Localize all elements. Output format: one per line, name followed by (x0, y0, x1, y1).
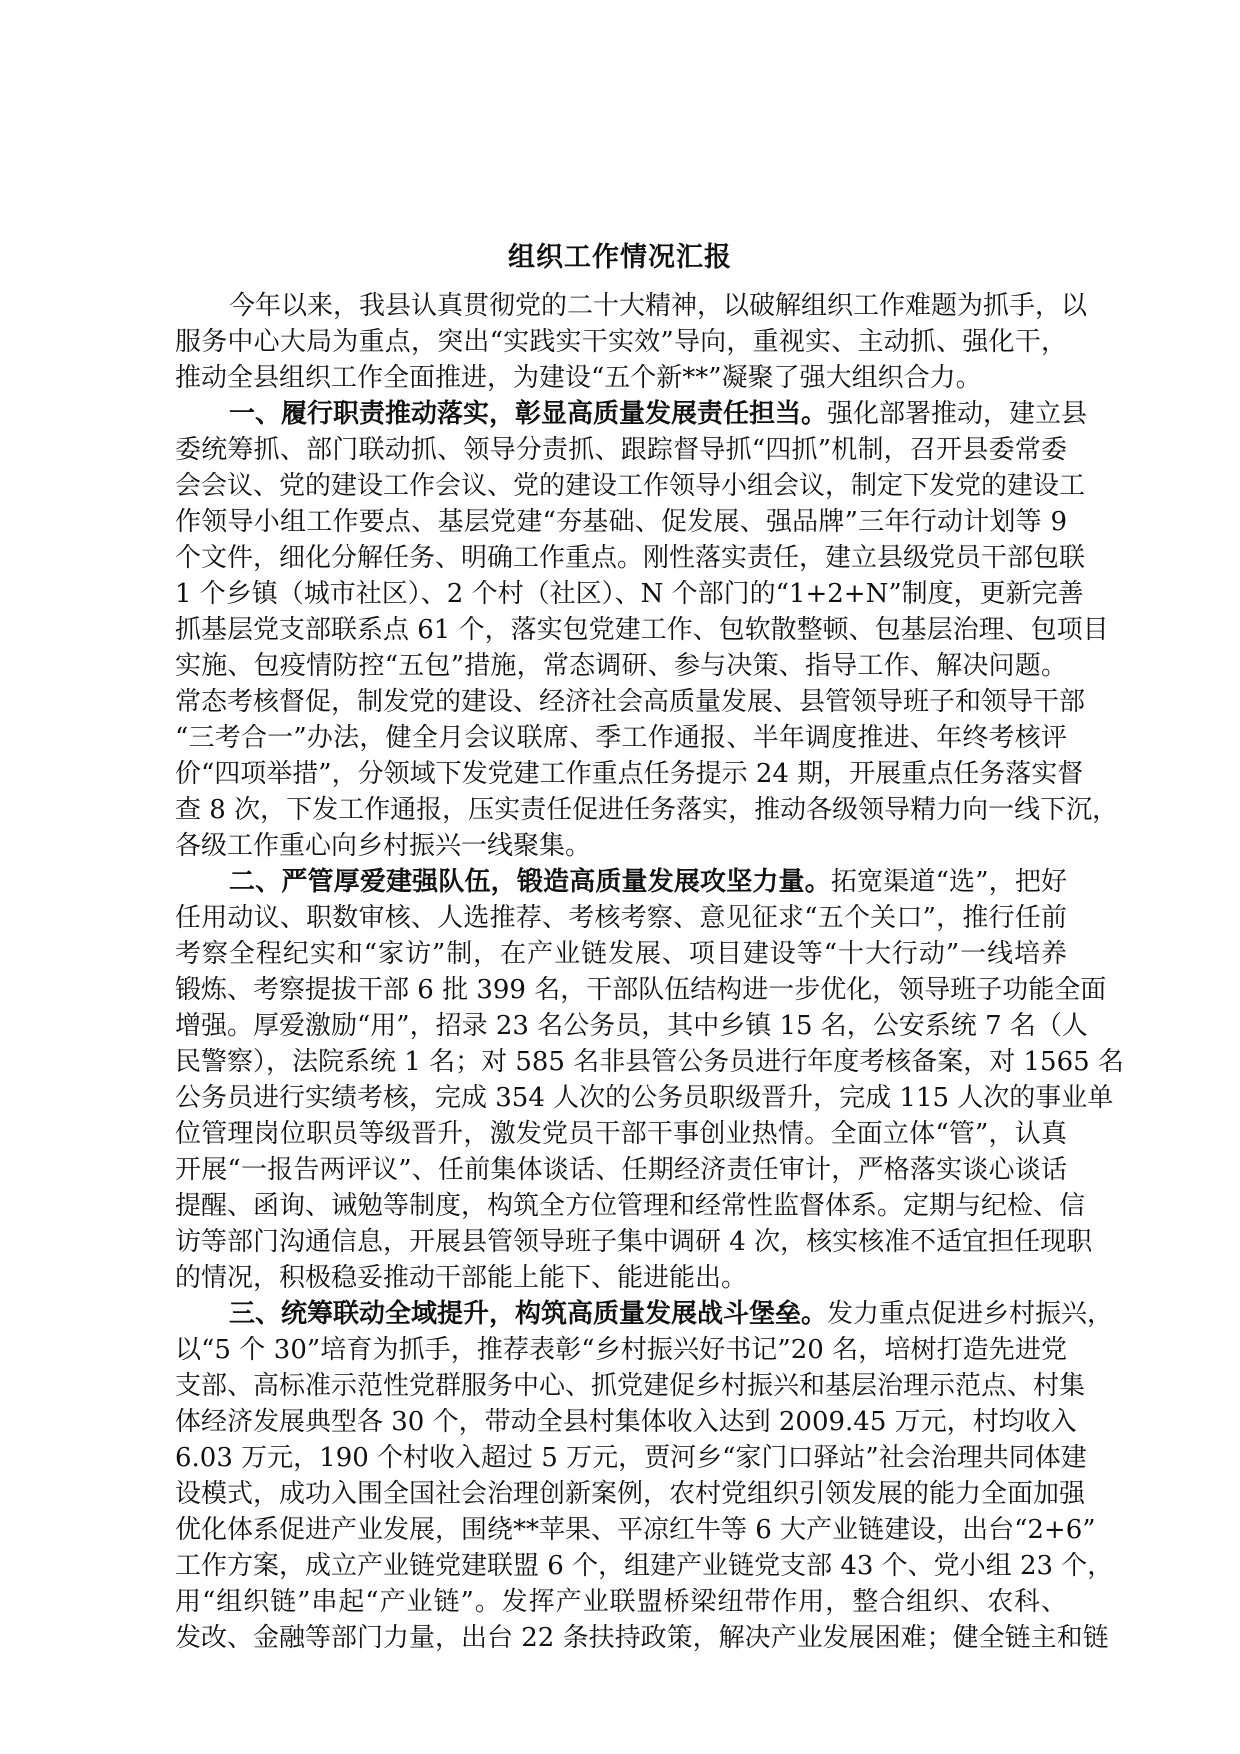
paragraph (175, 288, 1088, 396)
line-text: 作领导小组工作要点、基层党建“夯基础、促发展、强品牌”三年行动计划等 9 (175, 507, 1067, 537)
line-text: 优化体系促进产业发展，围绕**苹果、平凉红牛等 6 大产业链建设，出台“2+6” (175, 1515, 1096, 1545)
text-line (175, 612, 1109, 648)
line-text: 位管理岗位职员等级晋升，激发党员干部干事创业热情。全面立体“管”，认真 (175, 1119, 1067, 1149)
line-text: 访等部门沟通信息，开展县管领导班子集中调研 4 次，核实核准不适宜担任现职 (175, 1227, 1093, 1257)
line-text: 6.03 万元，190 个村收入超过 5 万元，贾河乡“家门口驿站”社会治理共同体建 (175, 1443, 1087, 1473)
text-line (175, 756, 1084, 792)
text-line (175, 1584, 1067, 1620)
text-line (175, 1440, 1087, 1476)
line-text: 公务员进行实绩考核，完成 354 人次的公务员职级晋升，完成 115 人次的事业单 (175, 1083, 1114, 1113)
line-text: 提醒、函询、诫勉等制度，构筑全方位管理和经常性监督体系。定期与纪检、信 (175, 1191, 1086, 1221)
text-line (175, 1476, 1086, 1512)
text-line (175, 288, 1088, 324)
line-text: 价“四项举措”，分领域下发党建工作重点任务提示 24 期，开展重点任务落实督 (175, 759, 1084, 789)
text-line (175, 648, 1067, 684)
text-line (175, 1368, 1086, 1404)
paragraph (175, 864, 1124, 1296)
text-line (175, 540, 1086, 576)
text-line (175, 828, 1067, 864)
line-text: 用“组织链”串起“产业链”。发挥产业联盟桥梁纽带作用，整合组织、农科、 (175, 1587, 1067, 1617)
text-line (175, 1044, 1124, 1080)
text-line (175, 504, 1067, 540)
text-line (175, 576, 1084, 612)
line-text: 会会议、党的建设工作会议、党的建设工作领导小组会议，制定下发党的建设工 (175, 471, 1086, 501)
line-text: 民警察），法院系统 1 名；对 585 名非县管公务员进行年度考核备案，对 1565 名 (175, 1047, 1124, 1077)
line-text: 发改、金融等部门力量，出台 22 条扶持政策，解决产业发展困难；健全链主和链 (175, 1623, 1109, 1653)
text-line (175, 1116, 1067, 1152)
line-text: 的情况，积极稳妥推动干部能上能下、能进能出。 (175, 1263, 748, 1293)
line-text: 服务中心大局为重点，突出“实践实干实效”导向，重视实、主动抓、强化干， (175, 327, 1067, 357)
text-line (175, 1404, 1077, 1440)
line-text: 考察全程纪实和“家访”制，在产业链发展、项目建设等“十大行动”一线培养 (175, 939, 1067, 969)
text-line (175, 1008, 1088, 1044)
text-line (175, 1224, 1093, 1260)
line-text: 工作方案，成立产业链党建联盟 6 个，组建产业链党支部 43 个、党小组 23 个， (175, 1551, 1114, 1581)
line-text: 推动全县组织工作全面推进，为建设“五个新**”凝聚了强大组织合力。 (175, 363, 982, 393)
section-heading: 二、严管厚爱建强队伍，锻造高质量发展攻坚力量。 (229, 867, 831, 897)
line-text: 实施、包疫情防控“五包”措施，常态调研、参与决策、指导工作、解决问题。 (175, 651, 1067, 681)
text-line (175, 1260, 1067, 1296)
line-text: 查 8 次，下发工作通报，压实责任促进任务落实，推动各级领导精力向一线下沉， (175, 795, 1119, 825)
line-text: 个文件，细化分解任务、明确工作重点。刚性落实责任，建立县级党员干部包联 (175, 543, 1086, 573)
paragraph (175, 396, 1119, 864)
line-text: “三考合一”办法，健全月会议联席、季工作通报、半年调度推进、年终考核评 (175, 723, 1067, 753)
line-text: 发力重点促进乡村振兴， (827, 1299, 1114, 1329)
text-line (175, 1080, 1114, 1116)
text-line (175, 864, 1067, 900)
line-text: 锻炼、考察提拔干部 6 批 399 名，干部队伍结构进一步优化，领导班子功能全面 (175, 975, 1107, 1005)
text-line (175, 396, 1088, 432)
document-body (175, 288, 1124, 1656)
line-text: 强化部署推动，建立县 (827, 399, 1088, 429)
line-text: 设模式，成功入围全国社会治理创新案例，农村党组织引领发展的能力全面加强 (175, 1479, 1086, 1509)
text-line (175, 1548, 1114, 1584)
text-line (175, 684, 1086, 720)
text-line (175, 1188, 1086, 1224)
text-line (175, 1620, 1109, 1656)
line-text: 1 个乡镇（城市社区）、2 个村（社区）、N 个部门的“1+2+N”制度，更新完善 (175, 579, 1084, 609)
text-line (175, 324, 1067, 360)
line-text: 抓基层党支部联系点 61 个，落实包党建工作、包软散整顿、包基层治理、包项目 (175, 615, 1109, 645)
text-line (175, 900, 1067, 936)
text-line (175, 1332, 1067, 1368)
line-text: 今年以来，我县认真贯彻党的二十大精神，以破解组织工作难题为抓手，以 (229, 291, 1088, 321)
line-text: 增强。厚爱激励“用”，招录 23 名公务员，其中乡镇 15 名，公安系统 7 名（人 (175, 1011, 1088, 1041)
line-text: 开展“一报告两评议”、任前集体谈话、任期经济责任审计，严格落实谈心谈话 (175, 1155, 1067, 1185)
line-text: 任用动议、职数审核、人选推荐、考核考察、意见征求“五个关口”，推行任前 (175, 903, 1067, 933)
paragraph (175, 1296, 1114, 1656)
text-line (175, 468, 1086, 504)
text-line (175, 360, 1067, 396)
text-line (175, 432, 1067, 468)
line-text: 委统筹抓、部门联动抓、领导分责抓、跟踪督导抓“四抓”机制，召开县委常委 (175, 435, 1067, 465)
text-line (175, 972, 1107, 1008)
text-line (175, 720, 1067, 756)
text-line (175, 1296, 1114, 1332)
section-heading: 三、统筹联动全域提升，构筑高质量发展战斗堡垒。 (229, 1299, 828, 1329)
line-text: 支部、高标准示范性党群服务中心、抓党建促乡村振兴和基层治理示范点、村集 (175, 1371, 1086, 1401)
text-line (175, 792, 1119, 828)
section-heading: 一、履行职责推动落实，彰显高质量发展责任担当。 (229, 399, 828, 429)
line-text: 体经济发展典型各 30 个，带动全县村集体收入达到 2009.45 万元，村均收入 (175, 1407, 1077, 1437)
line-text: 常态考核督促，制发党的建设、经济社会高质量发展、县管领导班子和领导干部 (175, 687, 1086, 717)
document-title: 组织工作情况汇报 (508, 242, 732, 273)
line-text: 以“5 个 30”培育为抓手，推荐表彰“乡村振兴好书记”20 名，培树打造先进党 (175, 1335, 1067, 1365)
line-text: 各级工作重心向乡村振兴一线聚集。 (175, 831, 592, 861)
line-text: 拓宽渠道“选”，把好 (830, 867, 1067, 897)
text-line (175, 1512, 1096, 1548)
text-line (175, 1152, 1067, 1188)
text-line (175, 936, 1067, 972)
